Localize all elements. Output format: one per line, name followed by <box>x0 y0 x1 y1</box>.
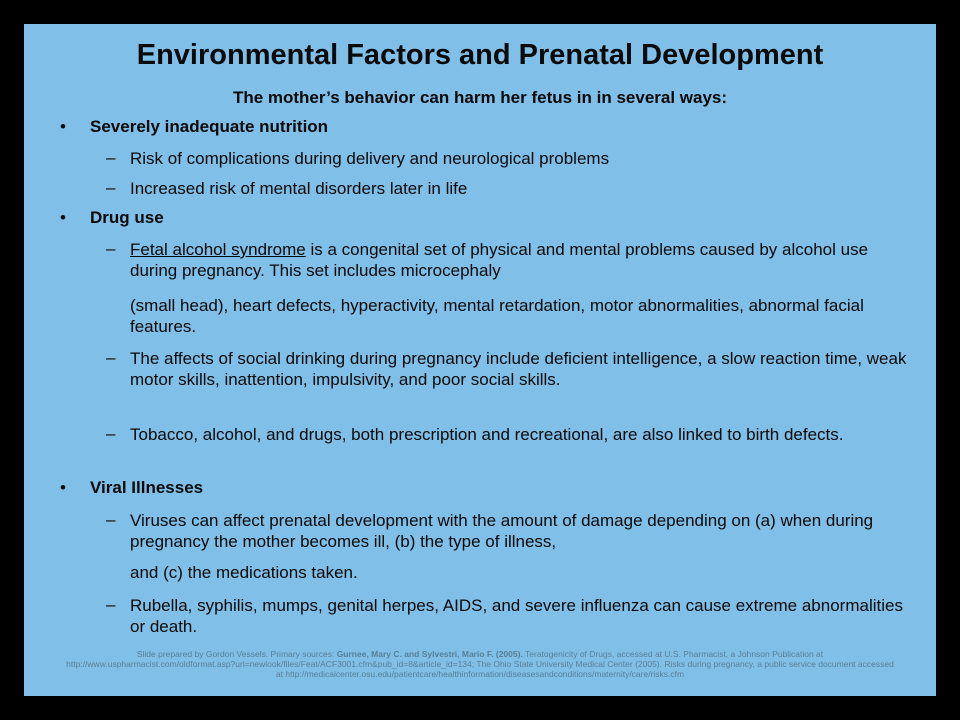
bullet-marker: • <box>60 478 66 497</box>
slide-subtitle: The mother’s behavior can harm her fetus in in several ways: <box>232 88 728 107</box>
dash-marker: – <box>106 348 116 367</box>
dash-marker: – <box>106 148 116 167</box>
fas-term: Fetal alcohol syndrome <box>130 240 306 259</box>
sub-item: Viruses can affect prenatal development with the amount of damage depending on (a) when during pregnancy the mother becomes ill, (b) the type of illness, <box>130 511 874 551</box>
slide <box>24 24 936 696</box>
sub-item-fas <box>130 239 910 281</box>
dash-marker: – <box>106 424 116 443</box>
bullet-label-nutrition: Severely inadequate nutrition <box>90 117 329 136</box>
sub-item: The affects of social drinking during pregnancy include deficient intelligence, a slow reaction time, weak motor skills, inattention, impulsivity, and poor social skills. <box>130 349 907 389</box>
fas-text: is a congenital set of physical and mental problems caused by alcohol use during pregnancy. This set includes microcephaly <box>130 240 869 280</box>
dash-marker: – <box>106 595 116 614</box>
sub-item: Rubella, syphilis, mumps, genital herpes, AIDS, and severe influenza can cause extreme abnormalities or death. <box>130 596 903 636</box>
dash-marker: – <box>106 239 116 258</box>
bullet-marker: • <box>60 117 66 136</box>
bullet-label-viral: Viral Illnesses <box>90 478 204 497</box>
bullet-marker: • <box>60 208 66 227</box>
dash-marker: – <box>106 510 116 529</box>
footnote-rest: Teratogenicity of Drugs, accessed at U.S. Pharmacist, a Johnson Publication at http://www.uspharmacist.com/oldformat.asp?url=newlook/files/Feat/ACF3001.cfm&pub_id=8&article_id=134; The Ohio State University Medical Center (2005). Risks during pregnancy, a public service document accessed at http://medicalcenter.osu.edu/patientcare/healthinformation/diseasesandconditions/maternity/care/risks.cfm <box>66 649 894 679</box>
slide-title: Environmental Factors and Prenatal Development <box>136 39 824 71</box>
sub-item: Risk of complications during delivery and neurological problems <box>130 149 610 168</box>
footnote <box>64 649 896 679</box>
sub-item-continuation: (small head), heart defects, hyperactivity, mental retardation, motor abnormalities, abnormal facial features. <box>130 296 864 336</box>
sub-item-continuation: and (c) the medications taken. <box>130 563 358 582</box>
footnote-source: Gurnee, Mary C. and Sylvestri, Mario F. (2005). <box>336 649 523 659</box>
sub-item: Tobacco, alcohol, and drugs, both prescription and recreational, are also linked to birth defects. <box>130 425 844 444</box>
dash-marker: – <box>106 178 116 197</box>
sub-item: Increased risk of mental disorders later in life <box>130 179 468 198</box>
footnote-prefix: Slide prepared by Gordon Vessels. Primary sources: <box>136 649 337 659</box>
bullet-label-drug-use: Drug use <box>90 208 164 227</box>
